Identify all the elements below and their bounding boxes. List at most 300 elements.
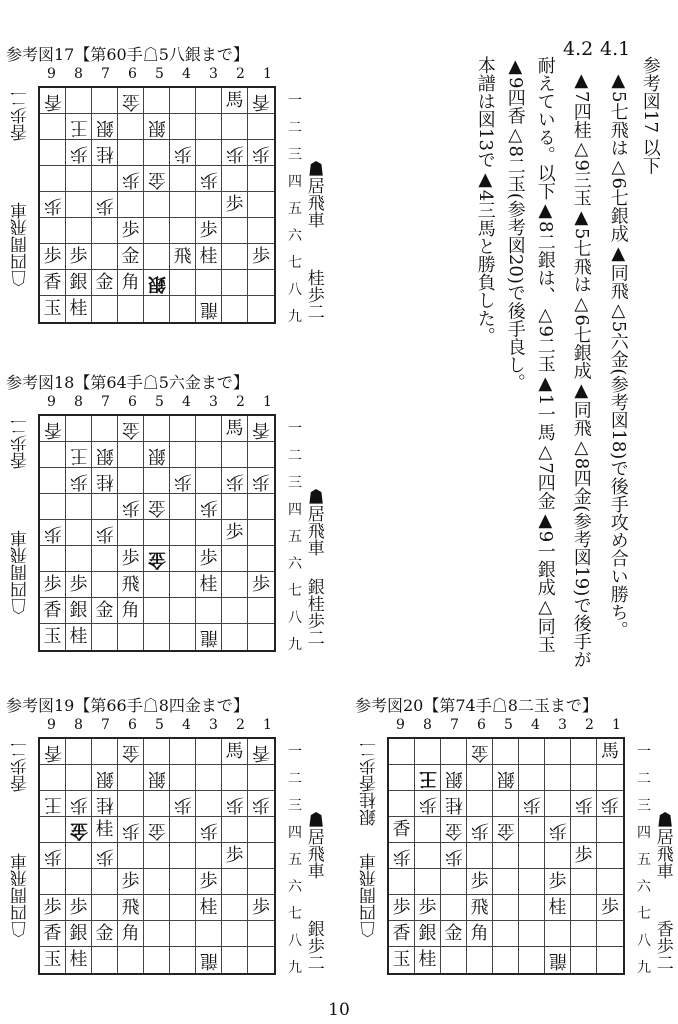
board-square [92,869,118,895]
column-number: 2 [236,394,245,410]
board-square [92,468,118,494]
board-square [66,791,92,817]
board-square [196,869,222,895]
board-square [118,572,144,598]
gote-piece: 銀 [147,767,166,789]
row-number: 一 [637,744,651,760]
board-square [415,817,441,843]
board-square [92,598,118,624]
gote-player-label: ☖四間飛車 [360,853,380,938]
board-square [597,765,623,791]
board-square [92,546,118,572]
board-square [144,192,170,218]
gote-piece: 歩 [392,845,411,867]
board-square [118,843,144,869]
board-square [222,572,248,598]
sente-piece: 玉 [43,626,62,647]
sente-hand: 桂歩二 [303,269,324,320]
gote-piece: 歩 [252,793,270,815]
board-square [222,494,248,520]
board-square [118,442,144,468]
board-square [92,166,118,192]
row-numbers [637,739,651,982]
column-number: 5 [155,394,164,410]
board-square [92,843,118,869]
column-numbers [38,66,281,82]
sente-piece: 馬 [601,740,619,762]
board-square [545,739,571,765]
board-square [170,520,196,546]
board-square [66,869,92,895]
gote-piece: 歩 [95,522,114,544]
sente-piece: 金 [444,922,463,944]
gote-piece: 歩 [470,819,489,841]
row-number: 三 [288,147,302,163]
board-square [389,817,415,843]
gote-piece: 金 [121,90,140,112]
board-square [170,947,196,973]
gote-piece: 香 [43,418,62,440]
board-square [144,468,170,494]
board-square [92,244,118,270]
board-square [66,624,92,650]
board-square [144,921,170,947]
gote-piece: 香 [252,418,270,440]
shogi-board [38,737,276,975]
board-square [441,765,467,791]
gote-piece: 龍 [199,950,218,971]
board-square [66,817,92,843]
board-square [248,296,274,322]
column-number: 5 [504,717,513,733]
board-square [248,921,274,947]
sente-player-label: ☗居飛車 [303,811,324,879]
board-square [144,218,170,244]
board-square [40,244,66,270]
sente-piece: 歩 [43,245,62,267]
text-column-2: ▲5七飛は△6七銀成▲同飛△5六金(参考図18)で後手攻め合い勝ち。 [607,70,629,640]
column-number: 4 [182,66,191,82]
board-square [222,546,248,572]
board-square [92,624,118,650]
board-square [118,546,144,572]
board-square [40,140,66,166]
board-square [40,218,66,244]
board-square [118,765,144,791]
gote-piece: 歩 [43,194,62,216]
board-square [415,895,441,921]
board-square [493,765,519,791]
gote-piece: 歩 [225,793,244,815]
board-square [170,869,196,895]
gote-piece: 歩 [548,819,567,841]
board-square [441,869,467,895]
board-square [493,817,519,843]
board-square [467,739,493,765]
column-number: 8 [423,717,432,733]
board-square [118,166,144,192]
column-number: 3 [558,717,567,733]
board-square [66,166,92,192]
board-square [66,572,92,598]
column-number: 5 [155,66,164,82]
board-square [92,218,118,244]
board-square [248,739,274,765]
board-square [196,520,222,546]
board-square [144,546,170,572]
row-number: 二 [288,448,302,464]
sente-piece: 桂 [199,245,218,267]
board-square [196,765,222,791]
board-square [170,572,196,598]
sente-piece: 金 [95,599,114,621]
row-number: 九 [288,960,302,976]
board-square [597,843,623,869]
gote-hand: 香歩二 [11,418,31,469]
sente-piece: 桂 [95,818,114,840]
sente-piece: 銀 [69,271,88,293]
column-number: 3 [209,394,218,410]
board-square [196,296,222,322]
board-square [519,921,545,947]
board-square [144,947,170,973]
gote-player-label: ☖四間飛車 [11,530,31,615]
board-square [415,765,441,791]
column-number: 7 [101,66,110,82]
board-square [118,598,144,624]
gote-hand: 香歩二 [11,90,31,141]
row-number: 八 [637,933,651,949]
board-square [196,416,222,442]
board-square [467,791,493,817]
board-square [196,218,222,244]
sente-piece: 銀 [418,922,437,944]
board-square [144,895,170,921]
sente-piece: 桂 [199,573,218,595]
sente-piece: 歩 [225,193,244,215]
gote-piece: 金 [69,819,88,841]
board-square [493,947,519,973]
gote-piece: 銀 [444,767,463,789]
column-number: 8 [74,717,83,733]
sente-piece: 飛 [121,896,140,918]
shogi-board [387,737,625,975]
gote-piece: 桂 [95,470,114,492]
sente-piece: 歩 [252,245,270,267]
board-square [144,88,170,114]
gote-piece: 歩 [173,470,192,492]
board-square [389,869,415,895]
gote-piece: 金 [121,741,140,763]
board-square [144,296,170,322]
board-square [170,88,196,114]
board-square [40,843,66,869]
board-square [170,765,196,791]
board-square [519,739,545,765]
row-number: 四 [288,174,302,190]
board-square [40,572,66,598]
gote-piece: 王 [418,767,437,789]
board-square [467,843,493,869]
board-square [248,140,274,166]
gote-player-label: ☖四間飛車 [11,202,31,287]
sente-piece: 歩 [121,547,140,569]
board-square [248,468,274,494]
board-square [118,869,144,895]
board-square [40,442,66,468]
sente-piece: 歩 [69,573,88,595]
row-number: 六 [288,879,302,895]
board-square [248,895,274,921]
text-column-4: 耐えている。以下▲8二銀は、△9二玉▲1一馬△7四金▲9一銀成△同玉 [534,56,556,654]
column-number: 9 [47,66,56,82]
gote-piece: 王 [43,793,62,815]
gote-piece: 歩 [173,142,192,164]
board-square [389,791,415,817]
board-square [144,572,170,598]
board-square [196,88,222,114]
gote-hand: 香歩二 [11,741,31,792]
gote-piece: 桂 [95,793,114,815]
column-number: 9 [47,394,56,410]
board-square [441,817,467,843]
board-square [144,494,170,520]
sente-piece: 歩 [392,896,411,918]
column-number: 6 [477,717,486,733]
board-square [389,947,415,973]
gote-piece: 歩 [69,793,88,815]
board-square [66,244,92,270]
sente-piece: 馬 [225,89,244,111]
row-numbers [288,739,302,982]
board-square [571,765,597,791]
board-square [144,817,170,843]
board-square [519,817,545,843]
board-square [415,791,441,817]
row-number: 二 [288,120,302,136]
board-square [519,947,545,973]
board-square [467,895,493,921]
text-column-3: ▲7四桂△9三玉▲5七飛は△6七銀成▲同飛△8四金(参考図19)で後手が [570,70,592,669]
column-number: 5 [155,717,164,733]
column-number: 6 [128,394,137,410]
board-square [118,140,144,166]
board-square [118,739,144,765]
board-square [40,114,66,140]
sente-piece: 香 [43,922,62,944]
text-column-5: ▲9四香△8二玉(参考図20)で後手良し。 [504,56,526,392]
board-square [196,546,222,572]
board-square [493,843,519,869]
board-square [467,869,493,895]
sente-piece: 歩 [43,896,62,918]
row-number: 八 [288,282,302,298]
board-square [118,494,144,520]
board-square [92,88,118,114]
board-square [40,416,66,442]
gote-piece: 金 [121,418,140,440]
board-square [597,869,623,895]
sente-player-label: ☗居飛車 [652,811,673,879]
board-square [92,817,118,843]
sente-piece: 玉 [43,949,62,970]
board-square [66,416,92,442]
row-number: 九 [288,637,302,653]
board-square [248,791,274,817]
gote-piece: 龍 [548,950,567,971]
board-square [493,739,519,765]
gote-piece: 金 [147,819,166,841]
sente-hand: 銀桂歩二 [303,578,324,646]
board-square [467,947,493,973]
row-number: 五 [637,852,651,868]
board-square [170,817,196,843]
row-number: 四 [288,502,302,518]
board-square [40,624,66,650]
board-square [144,791,170,817]
row-number: 七 [288,255,302,271]
board-square [118,520,144,546]
gote-piece: 桂 [95,142,114,164]
board-square [170,114,196,140]
sente-piece: 歩 [199,547,218,569]
gote-piece: 歩 [418,793,437,815]
board-square [415,739,441,765]
board-square [415,947,441,973]
board-square [196,468,222,494]
board-square [118,218,144,244]
board-square [196,140,222,166]
gote-player-label: ☖四間飛車 [11,853,31,938]
sente-piece: 香 [43,599,62,621]
board-square [222,624,248,650]
board-square [40,947,66,973]
board-square [222,416,248,442]
board-square [170,192,196,218]
board-square [170,468,196,494]
board-square [441,921,467,947]
gote-piece: 金 [147,496,166,518]
column-numbers [38,394,281,410]
board-square [196,843,222,869]
board-square [40,166,66,192]
gote-piece: 歩 [43,845,62,867]
text-column-6: 本譜は図13で▲4三馬と勝負した。 [474,56,496,346]
row-numbers [288,416,302,659]
board-square [66,270,92,296]
board-square [571,869,597,895]
sente-piece: 桂 [69,626,88,647]
gote-piece: 龍 [199,627,218,648]
diagram-title: 参考図17【第60手☖5八銀まで】 [6,45,249,64]
board-square [467,765,493,791]
column-number: 1 [263,717,272,733]
board-square [441,843,467,869]
board-square [144,166,170,192]
board-square [389,895,415,921]
board-square [196,921,222,947]
board-square [92,494,118,520]
board-square [144,520,170,546]
row-number: 一 [288,93,302,109]
board-square [389,739,415,765]
board-square [222,791,248,817]
row-number: 五 [288,852,302,868]
board-square [248,765,274,791]
board-square [248,88,274,114]
board-square [571,843,597,869]
gote-piece: 歩 [121,496,140,518]
board-square [389,921,415,947]
gote-piece: 歩 [444,845,463,867]
board-square [40,88,66,114]
gote-piece: 歩 [43,522,62,544]
board-square [248,572,274,598]
board-square [144,140,170,166]
row-number: 七 [288,906,302,922]
board-square [597,739,623,765]
board-square [118,468,144,494]
board-square [40,598,66,624]
sente-piece: 歩 [121,219,140,241]
board-square [40,270,66,296]
gote-piece: 香 [252,741,270,763]
gote-piece: 王 [69,116,88,138]
board-square [519,843,545,869]
column-number: 9 [396,717,405,733]
sente-piece: 歩 [418,896,437,918]
board-square [467,817,493,843]
board-square [248,416,274,442]
board-square [92,192,118,218]
gote-piece: 歩 [574,793,593,815]
board-square [118,88,144,114]
board-square [170,140,196,166]
board-square [92,765,118,791]
board-square [66,921,92,947]
row-number: 八 [288,610,302,626]
board-square [196,624,222,650]
board-square [66,765,92,791]
row-number: 五 [288,201,302,217]
board-square [66,546,92,572]
row-number: 一 [288,744,302,760]
gote-piece: 香 [43,741,62,763]
board-square [66,520,92,546]
board-square [519,895,545,921]
column-number: 3 [209,717,218,733]
row-number: 四 [288,825,302,841]
board-square [545,765,571,791]
row-number: 六 [288,228,302,244]
board-square [144,244,170,270]
board-square [92,140,118,166]
gote-piece: 香 [252,90,270,112]
sente-piece: 歩 [252,573,270,595]
board-square [571,817,597,843]
board-square [170,218,196,244]
gote-piece: 銀 [95,767,114,789]
board-square [389,843,415,869]
row-number: 六 [637,879,651,895]
sente-piece: 角 [121,271,140,293]
diagram-title: 参考図18【第64手☖5六金まで】 [6,373,249,392]
sente-piece: 歩 [199,219,218,241]
sente-piece: 銀 [69,599,88,621]
board-square [170,895,196,921]
board-square [66,114,92,140]
board-square [144,416,170,442]
